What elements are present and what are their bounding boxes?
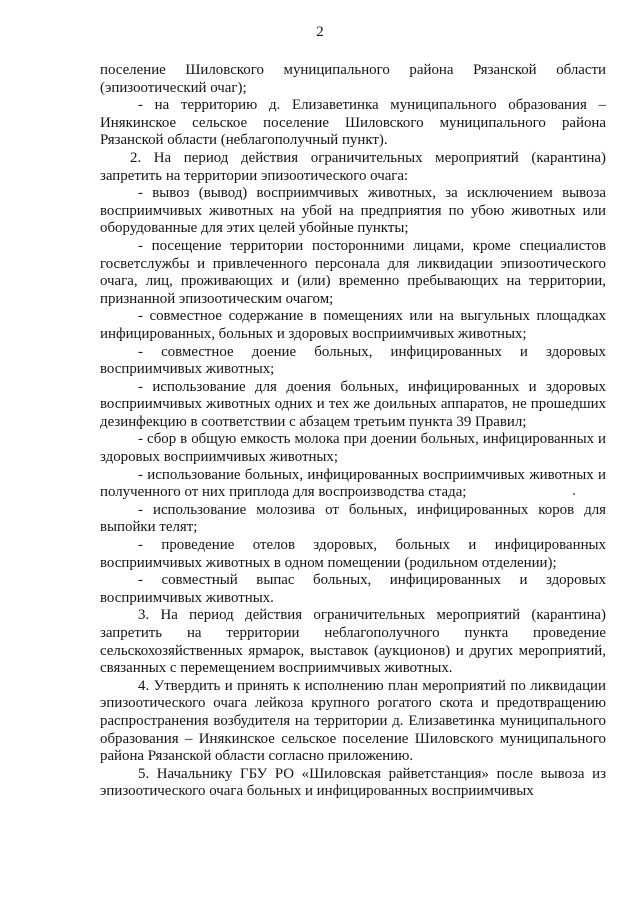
paragraph-item-4: 4. Утвердить и принять к исполнению план мероприятий по ликвидации эпизоотического очага лейкоза крупного рогатого скота и предотвращению распространения возбудителя на территории д. Елизаветинка муниципального образования – Инякинское сельское поселение Шиловского муниципального района Рязанской области согласно приложению. — [100, 677, 606, 765]
paragraph-territory: - на территорию д. Елизаветинка муниципального образования – Инякинское сельское поселение Шиловского муниципального района Рязанской области (неблагополучный пункт). — [100, 97, 606, 149]
paragraph-ban-keeping: - совместное содержание в помещениях или на выгульных площадках инфицированных, больных и здоровых восприимчивых животных; — [100, 308, 606, 342]
paragraph-ban-export: - вывоз (вывод) восприимчивых животных, за исключением вывоза восприимчивых животных на убой на предприятия по убою животных или оборудованные для этих целей убойные пункты; — [100, 185, 606, 237]
paragraph-ban-milking: - совместное доение больных, инфицированных и здоровых восприимчивых животных; — [100, 343, 606, 378]
paragraph-ban-equipment: - использование для доения больных, инфицированных и здоровых восприимчивых животных одних и тех же доильных аппаратов, не прошедших дезинфекцию в соответствии с абзацем третьим пункта 39 Правил; — [100, 378, 606, 430]
paragraph-item-5: 5. Начальнику ГБУ РО «Шиловская райветстанция» после вывоза из эпизоотического очага больных и инфицированных восприимчивых — [100, 765, 606, 800]
paragraph-item-3: 3. На период действия ограничительных мероприятий (карантина) запретить на территории неблагополучного пункта проведение сельскохозяйственных ярмарок, выставок (аукционов) и других мероприятий, связанных с перемещением восприимчивых животных. — [100, 607, 606, 677]
paragraph-continuation: поселение Шиловского муниципального района Рязанской области (эпизоотический очаг); — [100, 62, 606, 96]
paragraph-ban-breeding: - использование больных, инфицированных восприимчивых животных и полученного от них приплода для воспроизводства стада; — [100, 466, 606, 501]
paragraph-item-2: 2. На период действия ограничительных мероприятий (карантина) запретить на территории эпизоотического очага: — [100, 149, 606, 184]
paragraph-ban-visits: - посещение территории посторонними лицами, кроме специалистов госветслужбы и привлеченного персонала для ликвидации эпизоотического очага, лиц, проживающих и (или) временно пребывающих на территории, признанной эпизоотическим очагом; — [100, 237, 606, 307]
page-number: 2 — [316, 24, 324, 40]
document-body — [100, 62, 606, 801]
paragraph-ban-grazing: - совместный выпас больных, инфицированных и здоровых восприимчивых животных. — [100, 572, 606, 606]
scan-speck — [573, 493, 575, 495]
paragraph-ban-colostrum: - использование молозива от больных, инфицированных коров для выпойки телят; — [100, 501, 606, 536]
paragraph-ban-milk-collection: - сбор в общую емкость молока при доении больных, инфицированных и здоровых восприимчивых животных; — [100, 431, 606, 466]
paragraph-ban-calving: - проведение отелов здоровых, больных и инфицированных восприимчивых животных в одном помещении (родильном отделении); — [100, 537, 606, 571]
